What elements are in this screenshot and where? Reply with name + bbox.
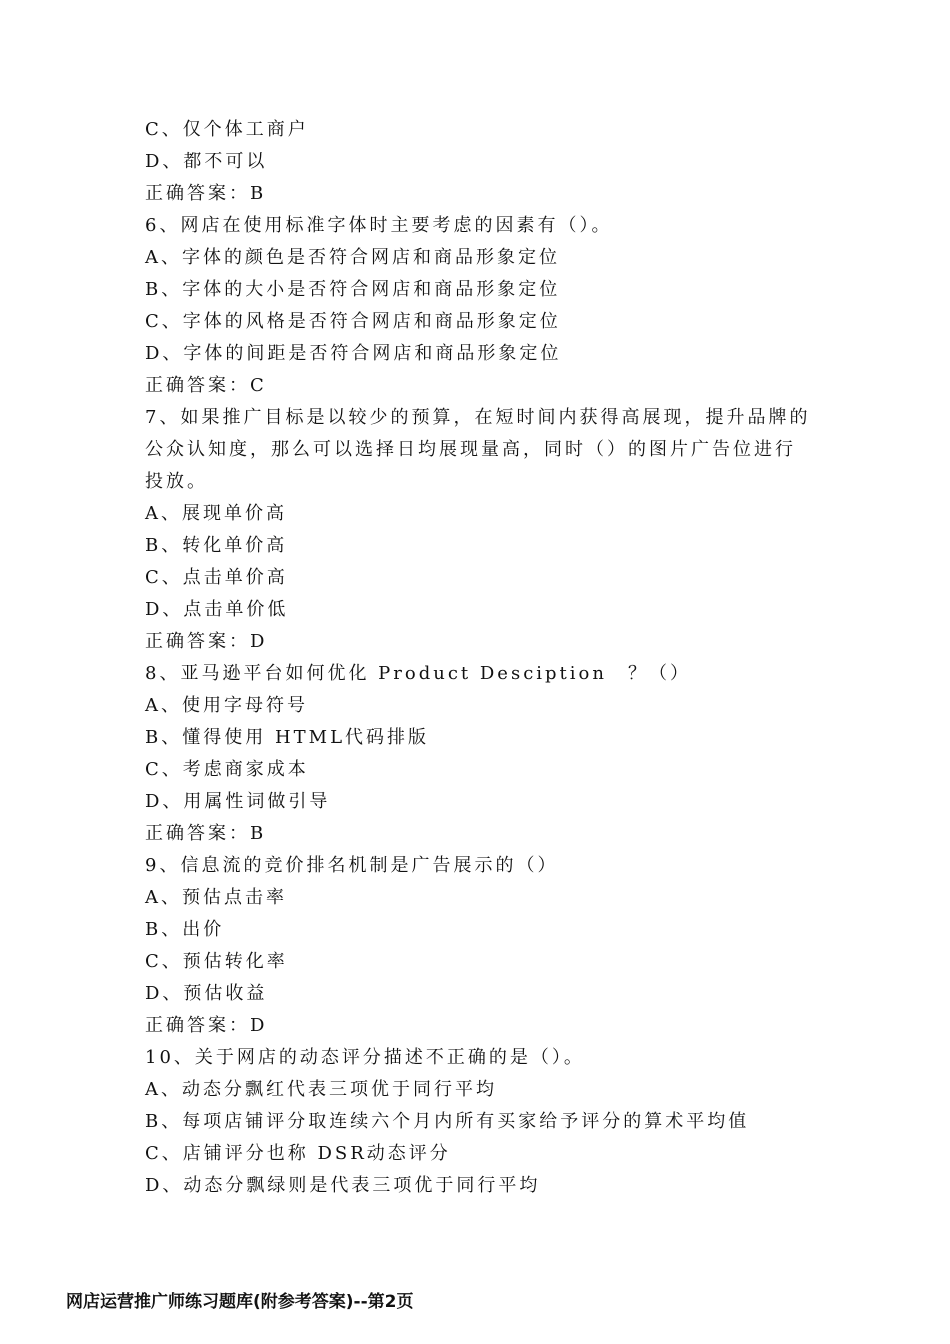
option-d-q6: D、字体的间距是否符合网店和商品形象定位 [145, 343, 562, 364]
option-d-q10: D、动态分飘绿则是代表三项优于同行平均 [145, 1175, 541, 1196]
answer-q6: 正确答案：C [145, 375, 267, 396]
question-content [145, 114, 815, 1202]
option-d-q9: D、预估收益 [145, 983, 268, 1004]
question-10: 10、关于网店的动态评分描述不正确的是（）。 [145, 1047, 585, 1068]
option-c-q10: C、店铺评分也称 DSR动态评分 [145, 1143, 451, 1164]
option-a-q9: A、预估点击率 [145, 887, 287, 908]
option-c-q7: C、点击单价高 [145, 567, 288, 588]
question-9: 9、信息流的竞价排名机制是广告展示的（） [145, 855, 559, 876]
option-b-q8: B、懂得使用 HTML代码排版 [145, 727, 430, 748]
option-c-q6: C、字体的风格是否符合网店和商品形象定位 [145, 311, 561, 332]
option-b-q9: B、出价 [145, 919, 225, 940]
answer-q5: 正确答案：B [145, 183, 267, 204]
option-d-q8: D、用属性词做引导 [145, 791, 331, 812]
option-d-q7: D、点击单价低 [145, 599, 289, 620]
question-6: 6、网店在使用标准字体时主要考虑的因素有（）。 [145, 215, 613, 236]
question-8: 8、亚马逊平台如何优化 Product Desciption ？（） [145, 663, 691, 684]
option-b-q6: B、字体的大小是否符合网店和商品形象定位 [145, 279, 561, 300]
option-c-q8: C、考虑商家成本 [145, 759, 309, 780]
option-b-q10: B、每项店铺评分取连续六个月内所有买家给予评分的算术平均值 [145, 1111, 750, 1132]
option-a-q8: A、使用字母符号 [145, 695, 308, 716]
answer-q8: 正确答案：B [145, 823, 267, 844]
answer-q9: 正确答案：D [145, 1015, 268, 1036]
option-b-q7: B、转化单价高 [145, 535, 288, 556]
question-7-line3: 投放。 [145, 471, 208, 492]
answer-q7: 正确答案：D [145, 631, 268, 652]
option-d-q5: D、都不可以 [145, 151, 268, 172]
option-a-q7: A、展现单价高 [145, 503, 287, 524]
question-7-line1: 7、如果推广目标是以较少的预算，在短时间内获得高展现，提升品牌的 [145, 407, 811, 428]
option-a-q6: A、字体的颜色是否符合网店和商品形象定位 [145, 247, 560, 268]
page-footer: 网店运营推广师练习题库(附参考答案)--第2页 [66, 1292, 414, 1312]
option-a-q10: A、动态分飘红代表三项优于同行平均 [145, 1079, 497, 1100]
option-c-q9: C、预估转化率 [145, 951, 288, 972]
option-c-q5: C、仅个体工商户 [145, 119, 309, 140]
question-7-line2: 公众认知度，那么可以选择日均展现量高，同时（）的图片广告位进行 [145, 439, 796, 460]
